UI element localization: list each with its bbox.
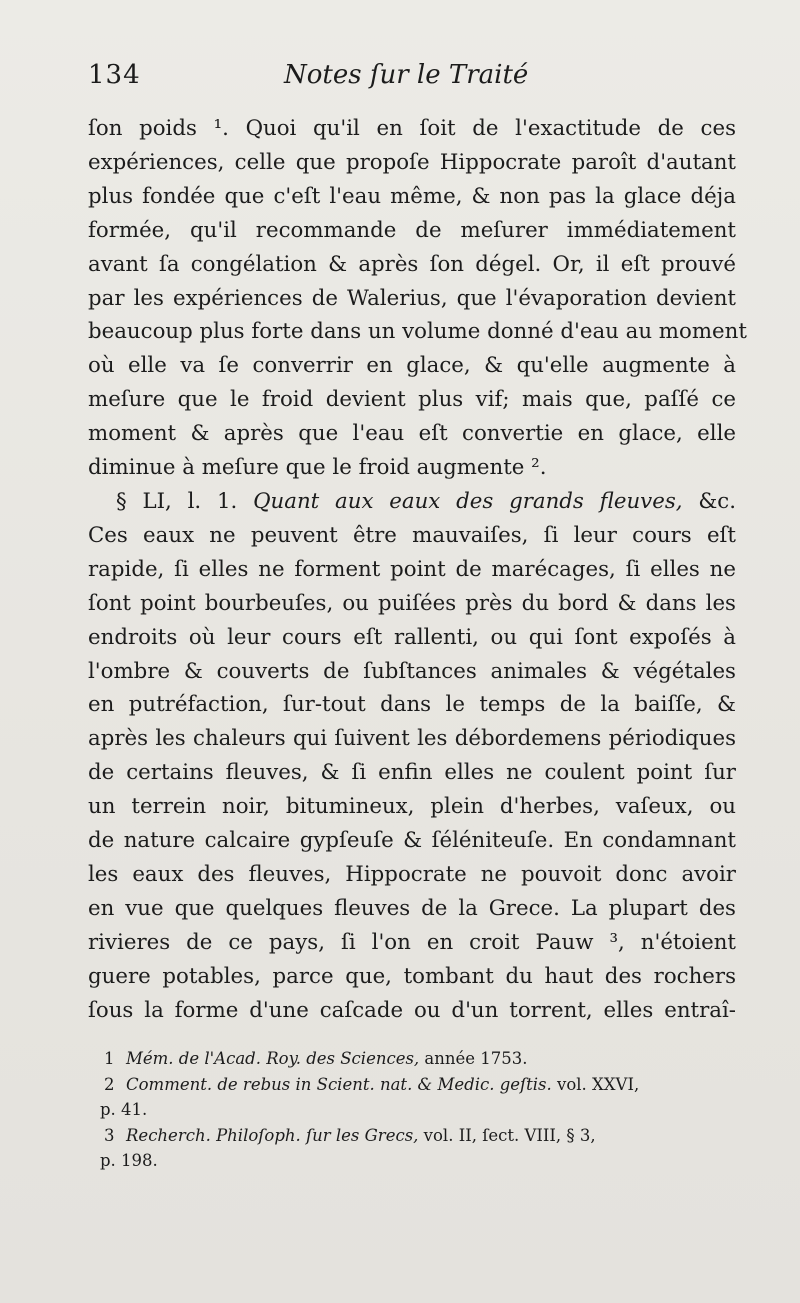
text-line: ſous la forme d'une caſcade ou d'un torrent, elles entraî-	[88, 997, 736, 1023]
section-ref: § LI, l. 1.	[116, 488, 238, 514]
text-line: endroits où leur cours eſt rallenti, ou qui ſont expoſés à	[88, 624, 736, 650]
text-line: beaucoup plus forte dans un volume donné d'eau au moment	[88, 319, 747, 345]
text-line: de certains fleuves, & ſi enfin elles ne coulent point ſur	[88, 760, 736, 786]
section-heading	[88, 485, 736, 519]
section-title: Quant aux eaux des grands fleuves,	[253, 488, 683, 514]
text-line: guere potables, parce que, tombant du haut des rochers	[88, 963, 736, 989]
text-line: après les chaleurs qui ſuivent les débordemens périodiques	[88, 726, 736, 752]
page-header	[88, 60, 728, 100]
text-line: expériences, celle que propoſe Hippocrate paroît d'autant	[88, 149, 736, 175]
page-number: 134	[88, 60, 141, 90]
text-line: les eaux des fleuves, Hippocrate ne pouvoit donc avoir	[88, 861, 736, 887]
text-line: où elle va ſe converrir en glace, & qu'elle augmente à	[88, 353, 736, 379]
text-line: Ces eaux ne peuvent être mauvaiſes, ſi leur cours eſt	[88, 522, 736, 548]
footnote-continuation: p. 41.	[100, 1100, 148, 1119]
text-line: avant ſa congélation & après ſon dégel. Or, il eſt prouvé	[88, 251, 736, 277]
text-line: un terrein noir, bitumineux, plein d'herbes, vaſeux, ou	[88, 794, 736, 820]
text-line: formée, qu'il recommande de meſurer immédiatement	[88, 217, 736, 243]
text-line: diminue à meſure que le froid augmente ².	[88, 455, 547, 481]
text-line: plus fondée que c'eſt l'eau même, & non pas la glace déja	[88, 183, 736, 209]
footnote: 2 Comment. de rebus in Scient. nat. & Medic. geſtis. vol. XXVI,	[104, 1074, 640, 1094]
footnote: 1 Mém. de l'Acad. Roy. des Sciences, année 1753.	[104, 1049, 528, 1068]
text-line: moment & après que l'eau eſt convertie en glace, elle	[88, 421, 736, 447]
footnote-continuation: p. 198.	[100, 1151, 158, 1170]
text-line: en vue que quelques fleuves de la Grece. La plupart des	[88, 895, 736, 921]
footnotes	[100, 1046, 744, 1174]
text-line: par les expériences de Walerius, que l'évaporation devient	[88, 285, 736, 311]
text-line: en putréfaction, ſur-tout dans le temps de la baiſſe, &	[88, 692, 736, 718]
text-line: rivieres de ce pays, ſi l'on en croit Pauw ³, n'étoient	[88, 929, 736, 955]
running-title: Notes ſur le Traité	[284, 60, 529, 90]
footnote: 3 Recherch. Philoſoph. ſur les Grecs, vol. II, ſect. VIII, § 3,	[104, 1125, 596, 1145]
text-line: meſure que le froid devient plus vif; mais que, paſſé ce	[88, 387, 736, 413]
section-etc: &c.	[698, 488, 736, 514]
text-line: rapide, ſi elles ne forment point de marécages, ſi elles ne	[88, 556, 736, 582]
text-line: ſon poids ¹. Quoi qu'il en ſoit de l'exactitude de ces	[88, 116, 736, 141]
text-line: de nature calcaire gypſeuſe & ſéléniteuſe. En condamnant	[88, 828, 736, 854]
body-text	[88, 112, 747, 1027]
text-line: ſont point bourbeuſes, ou puiſées près du bord & dans les	[88, 590, 736, 616]
text-line: l'ombre & couverts de ſubſtances animales & végétales	[88, 658, 736, 684]
